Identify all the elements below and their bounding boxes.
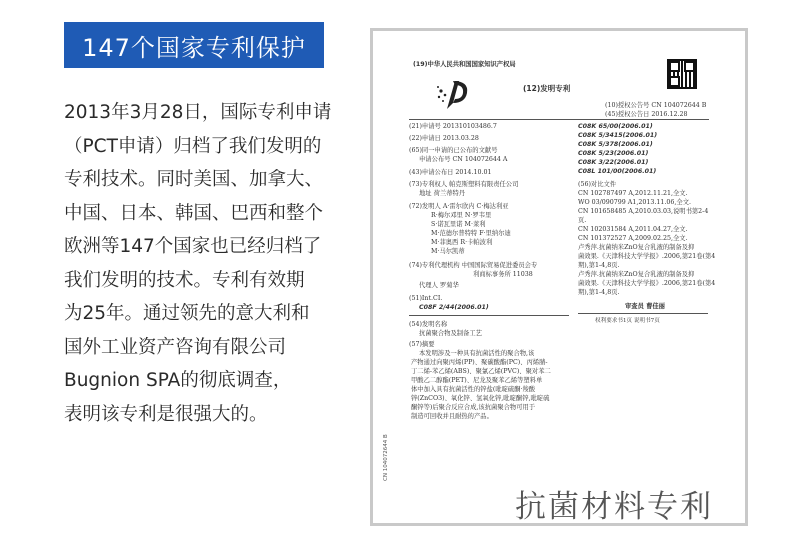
classification-code: C08K 3/22(2006.01) xyxy=(578,159,649,166)
description-text xyxy=(64,96,354,431)
text-line: （PCT申请）归档了我们发明的 xyxy=(64,135,322,157)
abstract-line: 产物通过向聚丙烯(PP)、聚碳酸酯(PC)、丙烯腈- xyxy=(411,359,548,366)
reference-line: CN 101372527 A,2009.02.25,全文. xyxy=(578,235,688,242)
text-line: 中国、日本、韩国、巴西和整个 xyxy=(64,202,324,224)
side-code: CN 104072644 B xyxy=(383,434,389,481)
reference-line: 卢秀萍.抗菌纳米ZnO复合乳液的制备及抑 xyxy=(578,271,695,278)
patent-office-logo-icon xyxy=(433,75,473,115)
reference-line: WO 03/090799 A1,2013.11.06,全文. xyxy=(578,199,692,206)
inventor-line: M·菲奥西 R·卡帕波利 xyxy=(431,239,493,246)
text-line: 我们发明的技术。专利有效期 xyxy=(64,269,305,291)
inventor-line: M·马尔凯蒂 xyxy=(431,248,465,255)
section-title: 147个国家专利保护 xyxy=(64,22,324,68)
reference-line: 期),第1-4,8页. xyxy=(578,289,620,296)
publication-date: (43)申请公布日 2014.10.01 xyxy=(409,169,492,176)
watermark-caption: 抗菌材料专利 xyxy=(515,489,713,525)
abstract-line: 本发明涉及一种具有抗菌活性的聚合物,该 xyxy=(419,350,535,357)
text-line: 2013年3月28日，国际专利申请 xyxy=(64,102,332,123)
inventor-line: R·梅尔邓里 N·罗韦里 xyxy=(431,212,492,219)
patent-type: (12)发明专利 xyxy=(523,84,571,93)
patent-office: (19)中华人民共和国国家知识产权局 xyxy=(413,61,516,68)
reference-line: CN 102787497 A,2012.11.21,全文. xyxy=(578,190,688,197)
classification-code: C08K 5/3415(2006.01) xyxy=(578,132,658,139)
abstract-line: 锌(ZnCO3)、氧化锌、氢氧化锌,吡啶酮锌,吡啶硫 xyxy=(411,395,550,402)
references-title: (56)对比文件 xyxy=(578,181,617,188)
reference-line: CN 101658485 A,2010.03.03,说明书第2-4 xyxy=(578,208,709,215)
reference-line: 菌效果.《天津科技大学学报》.2006,第21卷(第4 xyxy=(578,280,716,287)
reference-line: CN 102031584 A,2011.04.27,全文. xyxy=(578,226,688,233)
classification-code: C08K 65/00(2006.01) xyxy=(578,123,653,130)
text-line: Bugnion SPA的彻底调查， xyxy=(64,370,292,391)
abstract-line: 制造可回收并且耐热的产品。 xyxy=(411,413,493,420)
qr-code-icon xyxy=(667,59,697,89)
reference-line: 卢秀萍.抗菌纳米ZnO复合乳液的制备及抑 xyxy=(578,244,695,251)
application-number: (21)申请号 201310103486.7 xyxy=(409,123,497,130)
patent-document xyxy=(373,31,745,523)
inventor-line: M·范德尔普特特 F·里纳尔迪 xyxy=(431,230,511,237)
text-line: 表明该专利是很强大的。 xyxy=(64,403,268,425)
abstract-line: 甲酸乙二醇酯(PET)、尼龙及聚苯乙烯等塑料单 xyxy=(411,377,543,384)
inventor-line: S·诺瓦里诺 M·莱利 xyxy=(431,221,486,228)
same-application: (65)同一申请的已公布的文献号 xyxy=(409,147,498,154)
holder-address: 地址 荷兰蒂特丹 xyxy=(419,190,466,197)
abstract-label: (57)摘要 xyxy=(409,341,435,348)
text-line: 欧洲等147个国家也已经归档了 xyxy=(64,236,322,257)
patent-agency: (74)专利代理机构 中国国际贸易促进委员会专 xyxy=(409,262,538,269)
int-cl-code: C08F 2/44(2006.01) xyxy=(419,304,489,311)
patent-agency-cont: 利商标事务所 11038 xyxy=(473,271,533,278)
examiner: 审查员 曹佳丽 xyxy=(625,303,665,310)
publication-number: 申请公布号 CN 104072644 A xyxy=(419,156,508,163)
text-line: 专利技术。同时美国、加拿大、 xyxy=(64,169,324,190)
abstract-line: 丁二烯-苯乙烯(ABS)、聚氯乙烯(PVC)、聚对苯二 xyxy=(411,368,551,375)
patent-holder: (73)专利权人 帕克斯塑料有限责任公司 xyxy=(409,181,519,188)
reference-line: 菌效果.《天津科技大学学报》.2006,第21卷(第4 xyxy=(578,253,716,260)
inventor-line: (72)发明人 A·雷尔欣内 C·梅达利亚 xyxy=(409,203,509,210)
grant-date: (45)授权公告日 2016.12.28 xyxy=(605,111,688,118)
invention-title: 抗菌聚合物及制备工艺 xyxy=(419,330,482,337)
classification-code: C08K 5/23(2006.01) xyxy=(578,150,649,157)
abstract-line: 酮锌等)后聚合反应合成,该抗菌聚合物可用于 xyxy=(411,404,536,411)
text-line: 国外工业资产咨询有限公司 xyxy=(64,336,287,358)
patent-agent: 代理人 罗菊华 xyxy=(419,282,459,289)
text-line: 为25年。通过领先的意大利和 xyxy=(64,303,310,324)
reference-line: 期),第1-4,8页. xyxy=(578,262,620,269)
int-cl-label: (51)Int.CI. xyxy=(409,295,443,302)
grant-number: (10)授权公告号 CN 104072644 B xyxy=(605,102,707,109)
invention-title-label: (54)发明名称 xyxy=(409,321,448,328)
patent-document-image xyxy=(370,28,748,526)
classification-code: C08L 101/00(2006.01) xyxy=(578,168,657,175)
application-date: (22)申请日 2013.03.28 xyxy=(409,135,479,142)
classification-code: C08K 5/378(2006.01) xyxy=(578,141,653,148)
reference-line: 页. xyxy=(578,217,587,224)
abstract-line: 体中加入具有抗菌活性的锌盐(吡啶硫酮·羧酸 xyxy=(411,386,536,393)
pages-note: 权利要求书1页 说明书7页 xyxy=(595,318,660,324)
